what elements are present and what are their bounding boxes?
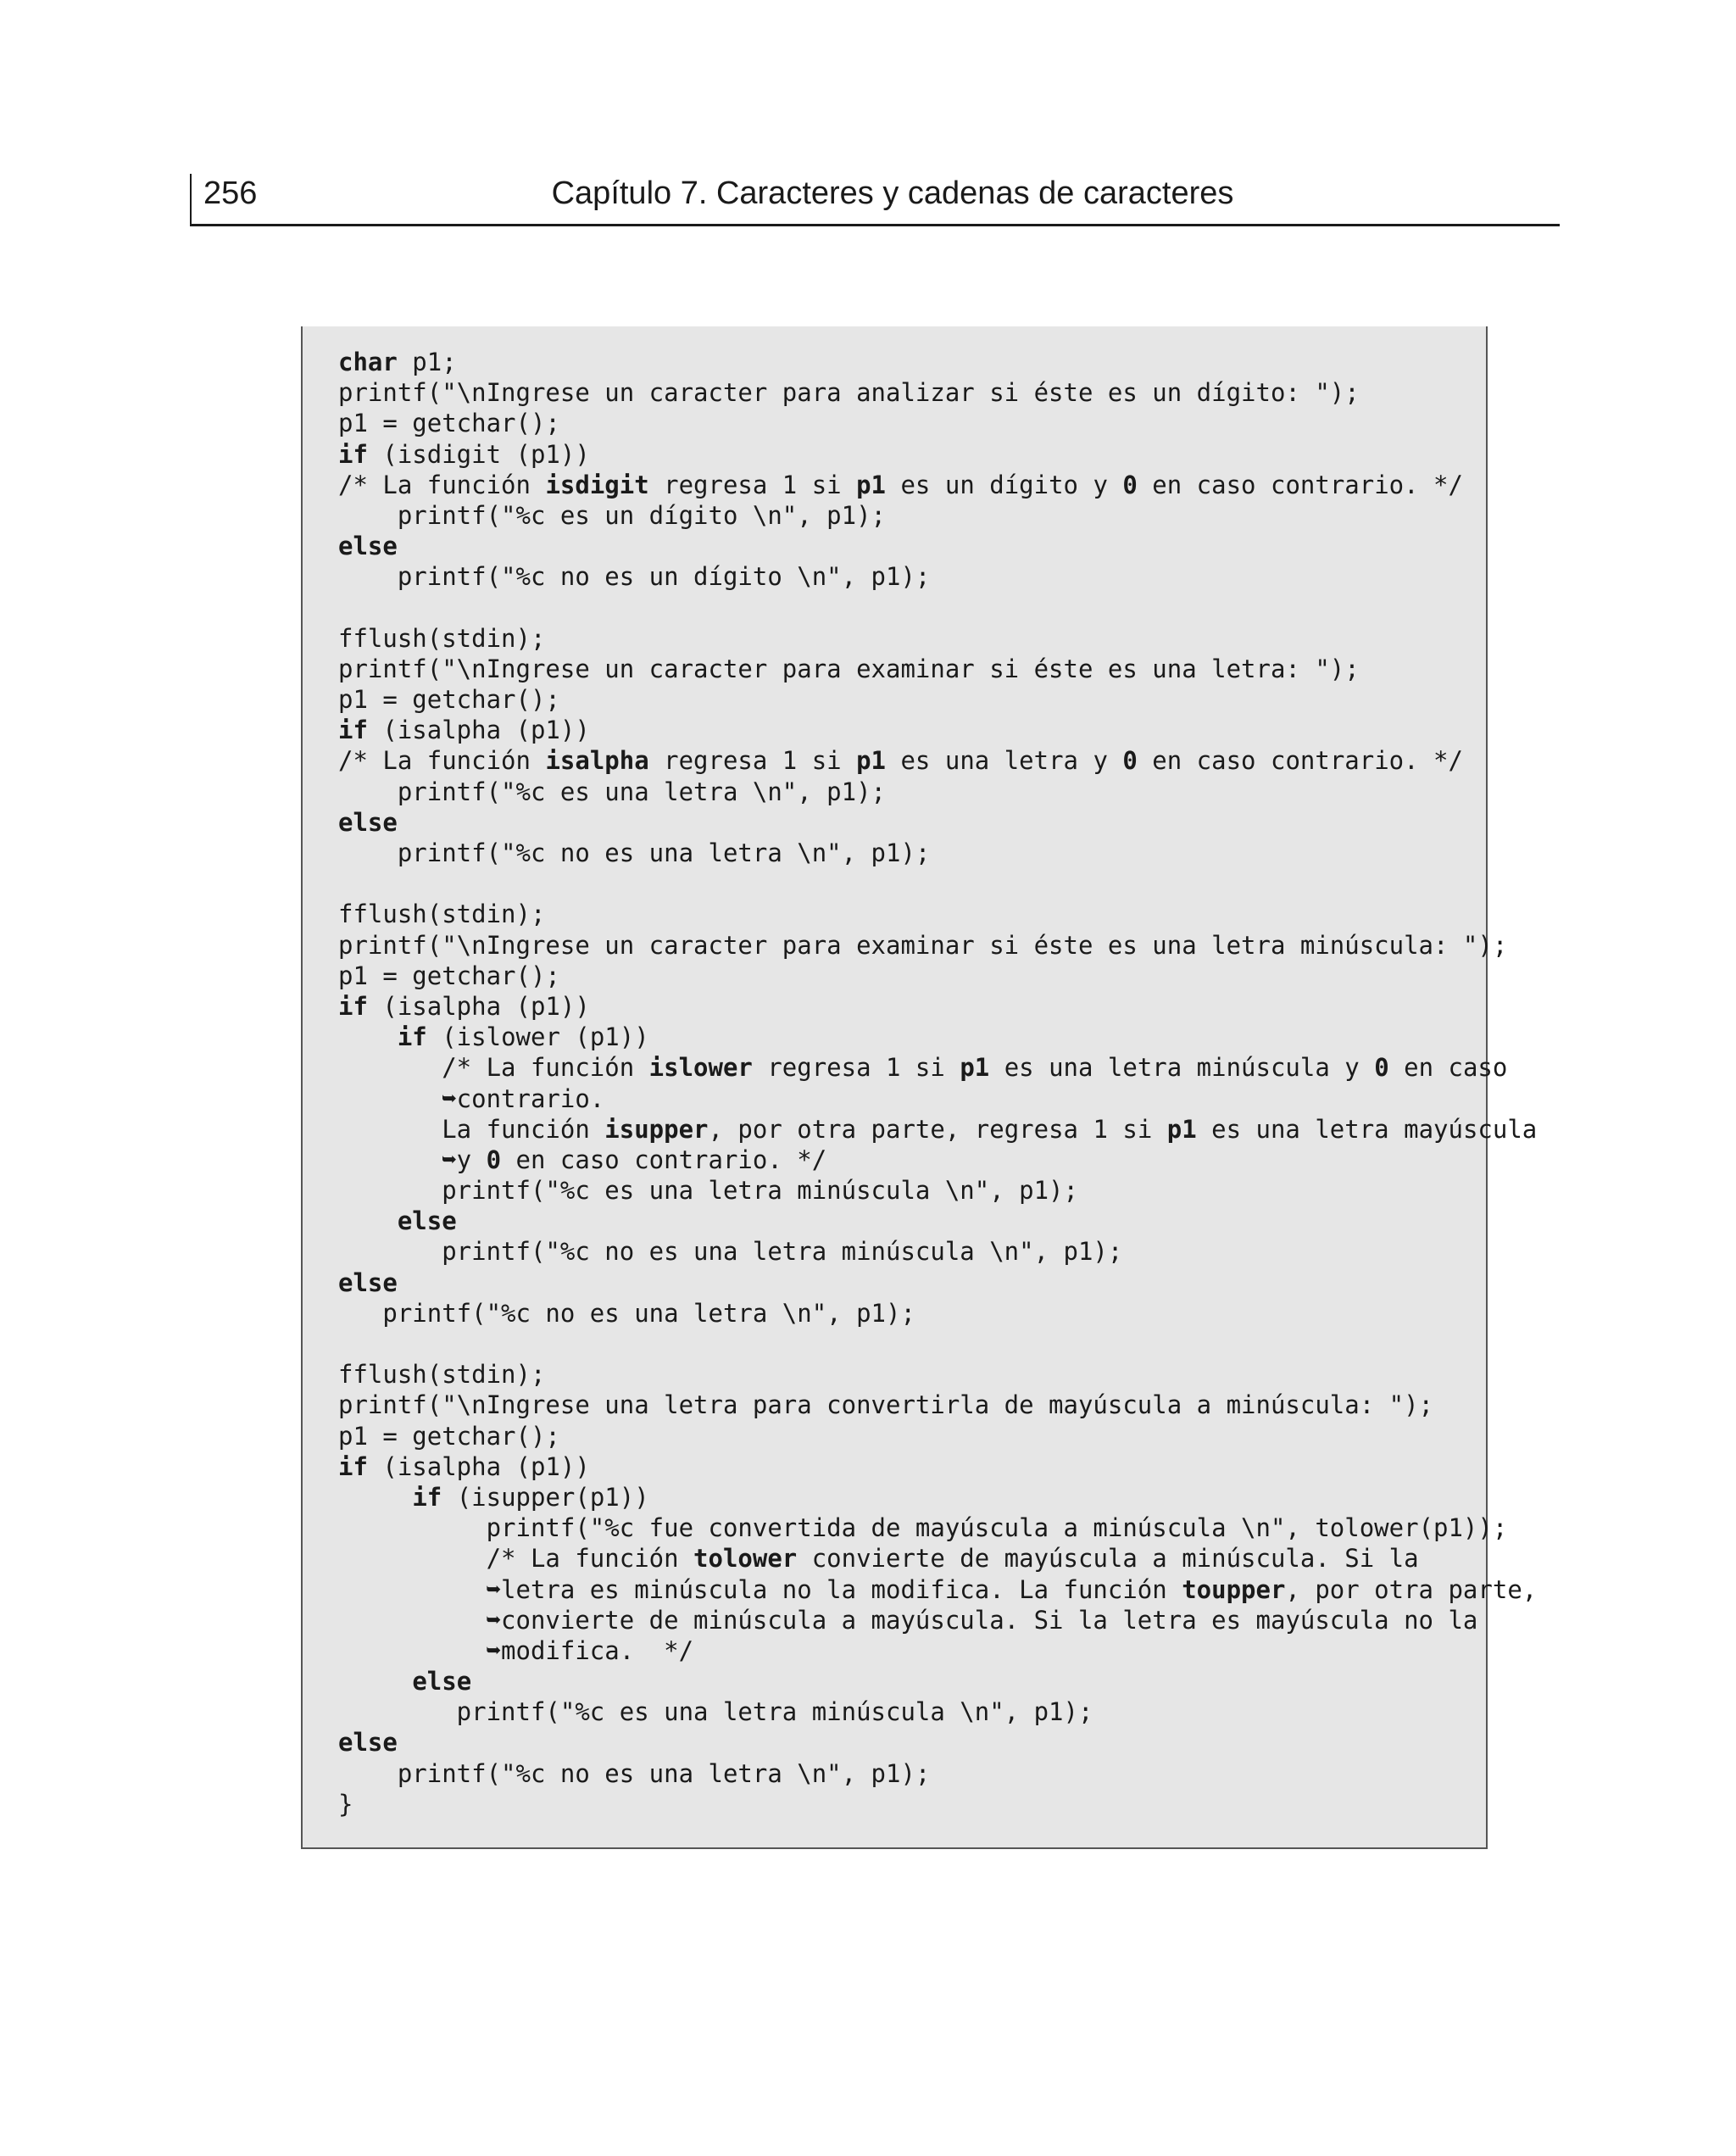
code-text: p1; (397, 348, 457, 376)
code-text: (isalpha (p1)) (367, 991, 590, 1021)
code-text: } (338, 1789, 353, 1819)
code-line (338, 1206, 1537, 1236)
code-line (338, 1390, 1537, 1420)
page-number: 256 (203, 175, 258, 211)
code-line (338, 838, 1537, 868)
code-line (338, 654, 1537, 684)
code-keyword: 0 (486, 1145, 502, 1174)
code-keyword: isalpha (545, 746, 649, 776)
code-text: fflush(stdin); (338, 900, 546, 929)
code-text: printf("%c es una letra \n", p1); (338, 777, 887, 806)
code-keyword: else (412, 1667, 472, 1696)
code-text: regresa 1 si (648, 746, 857, 776)
code-line (338, 1451, 1537, 1482)
code-text: /* La función (338, 1544, 694, 1574)
code-text: p1 = getchar(); (338, 409, 560, 438)
code-keyword: else (338, 1728, 398, 1758)
code-text: printf("%c no es una letra minúscula \n", p1); (338, 1237, 1123, 1267)
chapter-title: Capítulo 7. Caracteres y cadenas de caracteres (551, 175, 1234, 211)
code-text: printf("%c no es una letra \n", p1); (338, 1298, 915, 1328)
code-text: es una letra y (886, 746, 1123, 776)
code-line (338, 1543, 1537, 1574)
code-line (338, 807, 1537, 838)
code-keyword: p1 (1166, 1114, 1197, 1144)
code-keyword: toupper (1182, 1574, 1286, 1604)
code-keyword: if (412, 1482, 442, 1512)
code-text: fflush(stdin); (338, 623, 546, 653)
code-text: printf("%c es una letra minúscula \n", p1); (338, 1697, 1093, 1727)
code-text: printf("%c es una letra minúscula \n", p1); (338, 1176, 1078, 1206)
code-line (338, 1359, 1537, 1390)
code-text: fflush(stdin); (338, 1360, 546, 1390)
code-line (338, 500, 1537, 531)
code-line (338, 930, 1537, 961)
code-line (338, 1666, 1537, 1696)
code-keyword: isupper (604, 1114, 709, 1144)
code-line (338, 1482, 1537, 1513)
code-text: en caso (1388, 1053, 1508, 1083)
code-keyword: else (338, 532, 398, 561)
code-keyword: else (338, 1267, 398, 1297)
code-text: ➥y (338, 1145, 487, 1174)
code-text: regresa 1 si (648, 470, 857, 499)
code-line (338, 1696, 1537, 1727)
code-line (338, 715, 1537, 745)
code-text: ➥convierte de minúscula a mayúscula. Si la letra es mayúscula no la (338, 1605, 1478, 1635)
code-keyword: char (338, 348, 398, 376)
code-line (338, 961, 1537, 991)
code-text: (isdigit (p1)) (367, 439, 590, 469)
code-keyword: isdigit (545, 470, 649, 499)
code-keyword: tolower (693, 1544, 798, 1574)
code-line (338, 1635, 1537, 1666)
code-text: , por otra parte, regresa 1 si (708, 1114, 1167, 1144)
code-text: printf("%c es un dígito \n", p1); (338, 500, 887, 530)
code-text: en caso contrario. */ (1137, 470, 1463, 499)
code-text (338, 1206, 398, 1235)
code-line (338, 470, 1537, 500)
code-line (338, 1267, 1537, 1298)
code-line (338, 377, 1537, 408)
code-line (338, 1574, 1537, 1605)
code-text: en caso contrario. */ (1137, 746, 1463, 776)
page-header (190, 174, 1560, 226)
code-text: p1 = getchar(); (338, 1421, 560, 1451)
code-text: printf("\nIngrese un caracter para examinar si éste es una letra minúscula: "); (338, 930, 1508, 960)
code-line (338, 1114, 1537, 1145)
code-text: /* La función (338, 746, 546, 776)
code-line (338, 991, 1537, 1022)
code-line (338, 1236, 1537, 1267)
code-text: p1 = getchar(); (338, 685, 560, 715)
code-text: (isupper(p1)) (442, 1482, 649, 1512)
code-line (338, 1052, 1537, 1083)
code-line (338, 684, 1537, 715)
code-keyword: if (338, 991, 368, 1021)
code-line (338, 868, 1537, 899)
code-line (338, 1084, 1537, 1114)
code-text: p1 = getchar(); (338, 961, 560, 990)
code-keyword: p1 (856, 470, 887, 499)
code-line (338, 561, 1537, 592)
code-text: , por otra parte, (1285, 1574, 1538, 1604)
code-text: (isalpha (p1)) (367, 1451, 590, 1481)
code-text: printf("\nIngrese una letra para convertirla de mayúscula a minúscula: "); (338, 1390, 1434, 1420)
code-line (338, 593, 1537, 623)
code-text: /* La función (338, 470, 546, 499)
code-text: regresa 1 si (752, 1053, 960, 1083)
code-text: La función (338, 1114, 605, 1144)
code-line (338, 777, 1537, 807)
code-text: es un dígito y (886, 470, 1123, 499)
code-line (338, 1513, 1537, 1543)
code-line (338, 1145, 1537, 1175)
code-line (338, 408, 1537, 438)
code-text: printf("%c no es una letra \n", p1); (338, 1758, 931, 1788)
code-text: es una letra minúscula y (989, 1053, 1375, 1083)
code-line (338, 1329, 1537, 1359)
code-line (338, 1298, 1537, 1329)
code-text: ➥modifica. */ (338, 1635, 694, 1665)
code-line (338, 1175, 1537, 1206)
code-line (338, 1789, 1537, 1819)
code-line (338, 1421, 1537, 1451)
code-keyword: p1 (960, 1053, 990, 1083)
code-line (338, 1758, 1537, 1789)
code-line (338, 531, 1537, 561)
code-line (338, 1605, 1537, 1635)
code-line (338, 439, 1537, 470)
code-text (338, 1022, 398, 1051)
code-text: printf("%c no es una letra \n", p1); (338, 838, 931, 867)
code-line (338, 1022, 1537, 1052)
code-text: printf("%c fue convertida de mayúscula a minúscula \n", tolower(p1)); (338, 1513, 1508, 1543)
code-text: (isalpha (p1)) (367, 716, 590, 745)
code-text: printf("\nIngrese un caracter para examinar si éste es una letra: "); (338, 654, 1360, 683)
code-block (338, 347, 1537, 1819)
code-keyword: else (338, 807, 398, 837)
code-text: ➥contrario. (338, 1084, 605, 1113)
code-text: (islower (p1)) (426, 1022, 649, 1052)
code-text (338, 1667, 412, 1696)
code-text: printf("%c no es un dígito \n", p1); (338, 562, 931, 592)
code-text: en caso contrario. */ (501, 1145, 827, 1174)
code-text: printf("\nIngrese un caracter para analizar si éste es un dígito: "); (338, 378, 1360, 408)
code-listing (301, 326, 1538, 1849)
code-keyword: if (338, 716, 368, 745)
code-line (338, 623, 1537, 654)
code-line (338, 899, 1537, 929)
code-line (338, 745, 1537, 776)
code-text: /* La función (338, 1053, 649, 1083)
code-keyword: if (397, 1022, 427, 1052)
code-line (338, 1727, 1537, 1758)
code-keyword: p1 (856, 746, 887, 776)
code-keyword: 0 (1374, 1053, 1389, 1083)
code-line (338, 347, 1537, 377)
code-keyword: 0 (1122, 470, 1138, 499)
code-keyword: else (397, 1206, 457, 1236)
code-text: es una letra mayúscula (1196, 1114, 1538, 1144)
code-text (338, 1483, 412, 1512)
code-keyword: islower (648, 1053, 753, 1083)
code-keyword: if (338, 1451, 368, 1481)
code-text: ➥letra es minúscula no la modifica. La función (338, 1574, 1182, 1604)
code-text: convierte de mayúscula a minúscula. Si la (797, 1544, 1419, 1574)
code-keyword: 0 (1122, 746, 1138, 776)
code-keyword: if (338, 439, 368, 469)
